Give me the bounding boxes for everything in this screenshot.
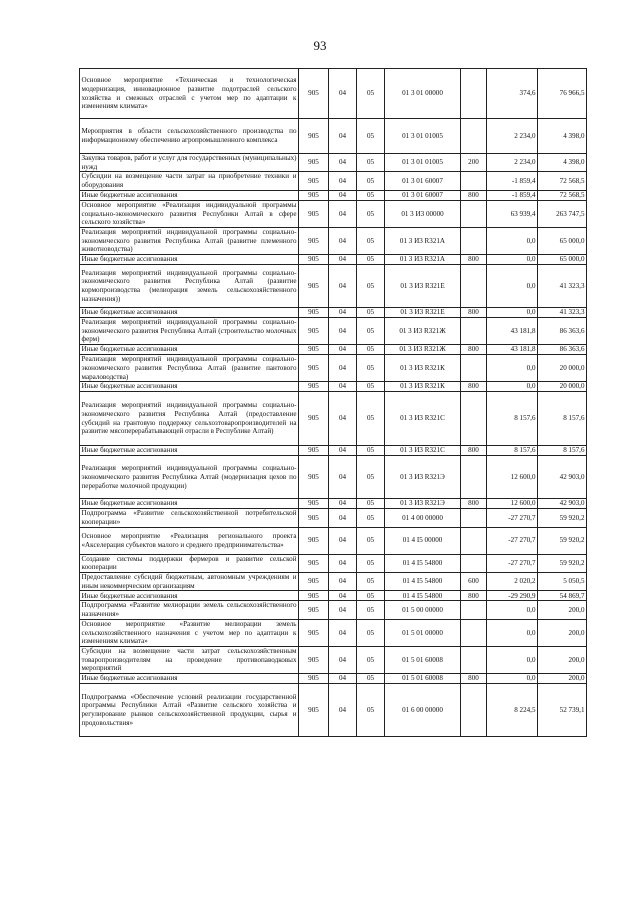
- row-subsection-code: 05: [357, 601, 385, 619]
- row-grbs-code: 905: [299, 200, 329, 227]
- row-name: Иные бюджетные ассигнования: [80, 255, 299, 265]
- row-amount-total: 4 398,0: [538, 119, 587, 154]
- row-expense-type: 800: [461, 382, 487, 392]
- row-section-code: 04: [329, 382, 357, 392]
- row-grbs-code: 905: [299, 674, 329, 684]
- row-amount-total: 59 920,2: [538, 527, 587, 554]
- row-amount-total: 65 000,0: [538, 255, 587, 265]
- row-grbs-code: 905: [299, 119, 329, 154]
- table-row: [80, 172, 587, 190]
- row-grbs-code: 905: [299, 154, 329, 172]
- row-target-article: 01 3 01 01005: [385, 119, 461, 154]
- row-expense-type: 800: [461, 499, 487, 509]
- row-amount-change: 0,0: [487, 674, 538, 684]
- row-expense-type: [461, 684, 487, 737]
- row-amount-total: 59 920,2: [538, 554, 587, 572]
- table-row: [80, 619, 587, 646]
- row-section-code: 04: [329, 601, 357, 619]
- table-row: [80, 69, 587, 119]
- table-row: [80, 554, 587, 572]
- row-grbs-code: 905: [299, 646, 329, 673]
- row-amount-total: 8 157,6: [538, 392, 587, 446]
- row-amount-change: 0,0: [487, 601, 538, 619]
- row-grbs-code: 905: [299, 684, 329, 737]
- row-subsection-code: 05: [357, 674, 385, 684]
- row-target-article: 01 3 И3 R321Э: [385, 456, 461, 499]
- row-amount-change: 0,0: [487, 255, 538, 265]
- row-amount-change: 2 234,0: [487, 154, 538, 172]
- row-amount-change: 374,6: [487, 69, 538, 119]
- row-subsection-code: 05: [357, 554, 385, 572]
- row-grbs-code: 905: [299, 573, 329, 591]
- row-target-article: 01 3 И3 00000: [385, 200, 461, 227]
- row-subsection-code: 05: [357, 200, 385, 227]
- row-amount-total: 5 050,5: [538, 573, 587, 591]
- table-row: [80, 227, 587, 254]
- row-subsection-code: 05: [357, 190, 385, 200]
- row-grbs-code: 905: [299, 509, 329, 527]
- row-amount-change: 0,0: [487, 619, 538, 646]
- row-expense-type: 600: [461, 573, 487, 591]
- row-expense-type: 800: [461, 674, 487, 684]
- row-amount-change: 43 181,8: [487, 345, 538, 355]
- row-name: Реализация мероприятий индивидуальной программы социально-экономического развития Республика Алтай (развитие пантового мараловодства): [81, 355, 297, 381]
- row-subsection-code: 05: [357, 355, 385, 382]
- table-row: [80, 308, 587, 318]
- row-subsection-code: 05: [357, 646, 385, 673]
- row-grbs-code: 905: [299, 345, 329, 355]
- row-expense-type: [461, 227, 487, 254]
- row-grbs-code: 905: [299, 619, 329, 646]
- row-subsection-code: 05: [357, 591, 385, 601]
- row-amount-change: 63 939,4: [487, 200, 538, 227]
- row-target-article: 01 4 I5 54800: [385, 591, 461, 601]
- row-subsection-code: 05: [357, 509, 385, 527]
- row-section-code: 04: [329, 227, 357, 254]
- row-expense-type: 800: [461, 190, 487, 200]
- row-name: Субсидии на возмещение части затрат на приобретение техники и оборудования: [81, 172, 297, 190]
- row-name: Иные бюджетные ассигнования: [80, 674, 299, 684]
- row-grbs-code: 905: [299, 392, 329, 446]
- row-grbs-code: 905: [299, 255, 329, 265]
- row-grbs-code: 905: [299, 446, 329, 456]
- row-amount-total: 200,0: [538, 601, 587, 619]
- row-name: Основное мероприятие «Техническая и технологическая модернизация, инновационное развитие подотраслей сельского хозяйства и смежных отраслей с учетом мер по адаптации к изменениям климата»: [80, 69, 299, 119]
- row-amount-total: 4 398,0: [538, 154, 587, 172]
- row-name: Реализация мероприятий индивидуальной программы социально-экономического развития Республика Алтай (предоставление субсидий на грантовую поддержку сельхозтоваропроизводителей на развитие мясоперерабатывающей отрасли в Республике Алтай): [80, 392, 299, 446]
- row-expense-type: [461, 619, 487, 646]
- row-target-article: 01 3 И3 R321Е: [385, 265, 461, 308]
- row-target-article: 01 3 01 01005: [385, 154, 461, 172]
- row-section-code: 04: [329, 318, 357, 345]
- table-row: [80, 499, 587, 509]
- row-amount-change: 0,0: [487, 265, 538, 308]
- row-subsection-code: 05: [357, 446, 385, 456]
- row-section-code: 04: [329, 154, 357, 172]
- row-subsection-code: 05: [357, 392, 385, 446]
- row-amount-total: 263 747,5: [538, 200, 587, 227]
- row-name: Закупка товаров, работ и услуг для государственных (муниципальных) нужд: [81, 154, 297, 171]
- row-section-code: 04: [329, 345, 357, 355]
- row-target-article: 01 3 01 60007: [385, 190, 461, 200]
- table-row: [80, 265, 587, 308]
- row-amount-change: -29 290,9: [487, 591, 538, 601]
- row-subsection-code: 05: [357, 308, 385, 318]
- row-name: Иные бюджетные ассигнования: [80, 499, 299, 509]
- row-grbs-code: 905: [299, 591, 329, 601]
- table-row: [80, 646, 587, 673]
- row-amount-total: 54 869,7: [538, 591, 587, 601]
- row-section-code: 04: [329, 684, 357, 737]
- row-section-code: 04: [329, 527, 357, 554]
- row-expense-type: [461, 554, 487, 572]
- row-name: Иные бюджетные ассигнования: [80, 345, 299, 355]
- row-target-article: 01 3 И3 R321К: [385, 355, 461, 382]
- row-amount-change: -1 859,4: [487, 172, 538, 190]
- row-name: Создание системы поддержки фермеров и развитие сельской кооперации: [81, 554, 297, 572]
- row-target-article: 01 3 И3 R321К: [385, 382, 461, 392]
- row-expense-type: [461, 392, 487, 446]
- table-row: [80, 674, 587, 684]
- row-grbs-code: 905: [299, 456, 329, 499]
- row-expense-type: [461, 172, 487, 190]
- table-row: [80, 318, 587, 345]
- row-amount-change: -27 270,7: [487, 554, 538, 572]
- row-section-code: 04: [329, 200, 357, 227]
- row-name: Реализация мероприятий индивидуальной программы социально-экономического развития Республика Алтай (модернизация цехов по переработке молочной продукции): [80, 456, 299, 499]
- row-target-article: 01 4 I5 00000: [385, 527, 461, 554]
- row-name: Реализация мероприятий индивидуальной программы социально-экономического развития Республика Алтай (строительство молочных ферм): [81, 318, 297, 344]
- row-expense-type: 800: [461, 345, 487, 355]
- row-expense-type: [461, 119, 487, 154]
- row-section-code: 04: [329, 446, 357, 456]
- row-subsection-code: 05: [357, 172, 385, 190]
- table-row: [80, 446, 587, 456]
- row-subsection-code: 05: [357, 255, 385, 265]
- row-target-article: 01 3 И3 R321С: [385, 392, 461, 446]
- row-amount-total: 86 363,6: [538, 318, 587, 345]
- table-row: [80, 527, 587, 554]
- budget-table: [79, 68, 587, 737]
- table-row: [80, 355, 587, 382]
- row-amount-change: 2 234,0: [487, 119, 538, 154]
- row-target-article: 01 4 I5 54800: [385, 573, 461, 591]
- row-section-code: 04: [329, 190, 357, 200]
- row-amount-total: 86 363,6: [538, 345, 587, 355]
- row-subsection-code: 05: [357, 619, 385, 646]
- row-expense-type: [461, 355, 487, 382]
- row-grbs-code: 905: [299, 382, 329, 392]
- row-amount-change: 0,0: [487, 308, 538, 318]
- table-row: [80, 456, 587, 499]
- row-expense-type: [461, 69, 487, 119]
- table-row: [80, 190, 587, 200]
- row-section-code: 04: [329, 499, 357, 509]
- row-amount-change: 8 157,6: [487, 446, 538, 456]
- row-grbs-code: 905: [299, 318, 329, 345]
- row-target-article: 01 3 И3 R321Ж: [385, 345, 461, 355]
- row-target-article: 01 4 I5 54800: [385, 554, 461, 572]
- row-amount-change: 12 600,0: [487, 499, 538, 509]
- row-amount-total: 20 000,0: [538, 382, 587, 392]
- row-section-code: 04: [329, 573, 357, 591]
- row-name: Основное мероприятие «Развитие мелиорации земель сельскохозяйственного назначения с учетом мер по адаптации к изменениям климата»: [81, 619, 297, 646]
- row-amount-total: 200,0: [538, 674, 587, 684]
- row-target-article: 01 3 И3 R321Е: [385, 308, 461, 318]
- table-row: [80, 591, 587, 601]
- row-grbs-code: 905: [299, 190, 329, 200]
- row-name: Подпрограмма «Развитие сельскохозяйственной потребительской кооперации»: [81, 509, 297, 526]
- row-section-code: 04: [329, 509, 357, 527]
- row-target-article: 01 6 00 00000: [385, 684, 461, 737]
- row-section-code: 04: [329, 392, 357, 446]
- row-amount-change: 0,0: [487, 646, 538, 673]
- row-subsection-code: 05: [357, 154, 385, 172]
- row-amount-total: 72 568,5: [538, 172, 587, 190]
- row-name: Субсидии на возмещение части затрат сельскохозяйственным товаропроизводителям на проведение противопаводковых мероприятий: [81, 646, 297, 673]
- row-amount-total: 200,0: [538, 646, 587, 673]
- row-section-code: 04: [329, 308, 357, 318]
- row-name: Основное мероприятие «Реализация регионального проекта «Акселерация субъектов малого и среднего предпринимательства»: [80, 527, 299, 554]
- row-subsection-code: 05: [357, 382, 385, 392]
- row-section-code: 04: [329, 119, 357, 154]
- row-subsection-code: 05: [357, 69, 385, 119]
- row-name: Подпрограмма «Развитие мелиорации земель сельскохозяйственного назначения»: [81, 601, 297, 619]
- row-amount-change: 12 600,0: [487, 456, 538, 499]
- table-row: [80, 684, 587, 737]
- row-subsection-code: 05: [357, 684, 385, 737]
- table-row: [80, 382, 587, 392]
- row-expense-type: 200: [461, 154, 487, 172]
- row-name: Иные бюджетные ассигнования: [80, 190, 299, 200]
- row-expense-type: 800: [461, 446, 487, 456]
- row-name: Основное мероприятие «Реализация индивидуальной программы социально-экономического развития Республики Алтай в сфере сельского хозяйства»: [81, 200, 297, 227]
- row-subsection-code: 05: [357, 119, 385, 154]
- row-subsection-code: 05: [357, 227, 385, 254]
- row-amount-total: 65 000,0: [538, 227, 587, 254]
- row-subsection-code: 05: [357, 456, 385, 499]
- row-expense-type: [461, 527, 487, 554]
- table-row: [80, 392, 587, 446]
- row-expense-type: [461, 601, 487, 619]
- row-section-code: 04: [329, 646, 357, 673]
- row-grbs-code: 905: [299, 527, 329, 554]
- table-row: [80, 573, 587, 591]
- row-amount-total: 76 966,5: [538, 69, 587, 119]
- row-subsection-code: 05: [357, 573, 385, 591]
- row-amount-change: 8 224,5: [487, 684, 538, 737]
- row-section-code: 04: [329, 456, 357, 499]
- row-target-article: 01 3 И3 R321С: [385, 446, 461, 456]
- row-name: Иные бюджетные ассигнования: [80, 382, 299, 392]
- row-amount-total: 52 739,1: [538, 684, 587, 737]
- row-amount-change: 0,0: [487, 355, 538, 382]
- row-amount-change: 0,0: [487, 227, 538, 254]
- row-name: Реализация мероприятий индивидуальной программы социально-экономического развития Республика Алтай (развитие племенного животноводства): [81, 227, 297, 254]
- row-section-code: 04: [329, 674, 357, 684]
- row-expense-type: 800: [461, 255, 487, 265]
- row-expense-type: 800: [461, 591, 487, 601]
- row-name: Реализация мероприятий индивидуальной программы социально-экономического развития Республика Алтай (развитие кормопроизводства (мелиорация земель сельскохозяйственного назначения)): [80, 265, 299, 308]
- row-amount-total: 42 903,0: [538, 499, 587, 509]
- row-section-code: 04: [329, 619, 357, 646]
- row-amount-total: 72 568,5: [538, 190, 587, 200]
- table-row: [80, 345, 587, 355]
- row-grbs-code: 905: [299, 69, 329, 119]
- row-amount-change: -27 270,7: [487, 527, 538, 554]
- row-grbs-code: 905: [299, 265, 329, 308]
- table-row: [80, 154, 587, 172]
- row-target-article: 01 3 01 00000: [385, 69, 461, 119]
- page-number: 93: [313, 38, 327, 53]
- row-amount-change: -27 270,7: [487, 509, 538, 527]
- row-grbs-code: 905: [299, 554, 329, 572]
- row-subsection-code: 05: [357, 527, 385, 554]
- row-amount-change: 43 181,8: [487, 318, 538, 345]
- row-name: Предоставление субсидий бюджетным, автономным учреждениям и иным некоммерческим организациям: [81, 573, 297, 590]
- row-grbs-code: 905: [299, 227, 329, 254]
- row-amount-total: 8 157,6: [538, 446, 587, 456]
- row-subsection-code: 05: [357, 499, 385, 509]
- row-section-code: 04: [329, 591, 357, 601]
- row-amount-change: 8 157,6: [487, 392, 538, 446]
- row-amount-change: 2 020,2: [487, 573, 538, 591]
- row-target-article: 01 4 00 00000: [385, 509, 461, 527]
- row-target-article: 01 5 01 60008: [385, 646, 461, 673]
- row-amount-change: -1 859,4: [487, 190, 538, 200]
- row-target-article: 01 3 И3 R321А: [385, 227, 461, 254]
- row-amount-change: 0,0: [487, 382, 538, 392]
- row-expense-type: [461, 456, 487, 499]
- table-row: [80, 509, 587, 527]
- row-amount-total: 200,0: [538, 619, 587, 646]
- row-name: Иные бюджетные ассигнования: [80, 308, 299, 318]
- row-target-article: 01 3 01 60007: [385, 172, 461, 190]
- table-row: [80, 601, 587, 619]
- row-amount-total: 42 903,0: [538, 456, 587, 499]
- row-grbs-code: 905: [299, 601, 329, 619]
- row-target-article: 01 5 00 00000: [385, 601, 461, 619]
- row-expense-type: [461, 646, 487, 673]
- row-name: Мероприятия в области сельскохозяйственного производства по информационному обеспечению агропромышленного комплекса: [80, 119, 299, 154]
- row-amount-total: 59 920,2: [538, 509, 587, 527]
- row-subsection-code: 05: [357, 265, 385, 308]
- row-amount-total: 20 000,0: [538, 355, 587, 382]
- row-section-code: 04: [329, 265, 357, 308]
- row-expense-type: [461, 509, 487, 527]
- table-row: [80, 255, 587, 265]
- row-target-article: 01 3 И3 R321Э: [385, 499, 461, 509]
- row-expense-type: [461, 200, 487, 227]
- row-name: Иные бюджетные ассигнования: [80, 591, 299, 601]
- row-expense-type: [461, 318, 487, 345]
- row-expense-type: 800: [461, 308, 487, 318]
- row-target-article: 01 3 И3 R321Ж: [385, 318, 461, 345]
- row-grbs-code: 905: [299, 308, 329, 318]
- table-row: [80, 200, 587, 227]
- row-section-code: 04: [329, 355, 357, 382]
- row-amount-total: 41 323,3: [538, 265, 587, 308]
- row-target-article: 01 5 01 60008: [385, 674, 461, 684]
- table-row: [80, 119, 587, 154]
- row-target-article: 01 3 И3 R321А: [385, 255, 461, 265]
- row-section-code: 04: [329, 69, 357, 119]
- row-section-code: 04: [329, 255, 357, 265]
- row-section-code: 04: [329, 554, 357, 572]
- row-expense-type: [461, 265, 487, 308]
- row-amount-total: 41 323,3: [538, 308, 587, 318]
- row-name: Иные бюджетные ассигнования: [80, 446, 299, 456]
- row-section-code: 04: [329, 172, 357, 190]
- row-target-article: 01 5 01 00000: [385, 619, 461, 646]
- row-name: Подпрограмма «Обеспечение условий реализации государственной программы Республики Алтай «Развитие сельского хозяйства и регулирование рынков сельскохозяйственной продукции, сырья и продовольствия»: [80, 684, 299, 737]
- row-subsection-code: 05: [357, 318, 385, 345]
- row-grbs-code: 905: [299, 172, 329, 190]
- row-subsection-code: 05: [357, 345, 385, 355]
- row-grbs-code: 905: [299, 499, 329, 509]
- row-grbs-code: 905: [299, 355, 329, 382]
